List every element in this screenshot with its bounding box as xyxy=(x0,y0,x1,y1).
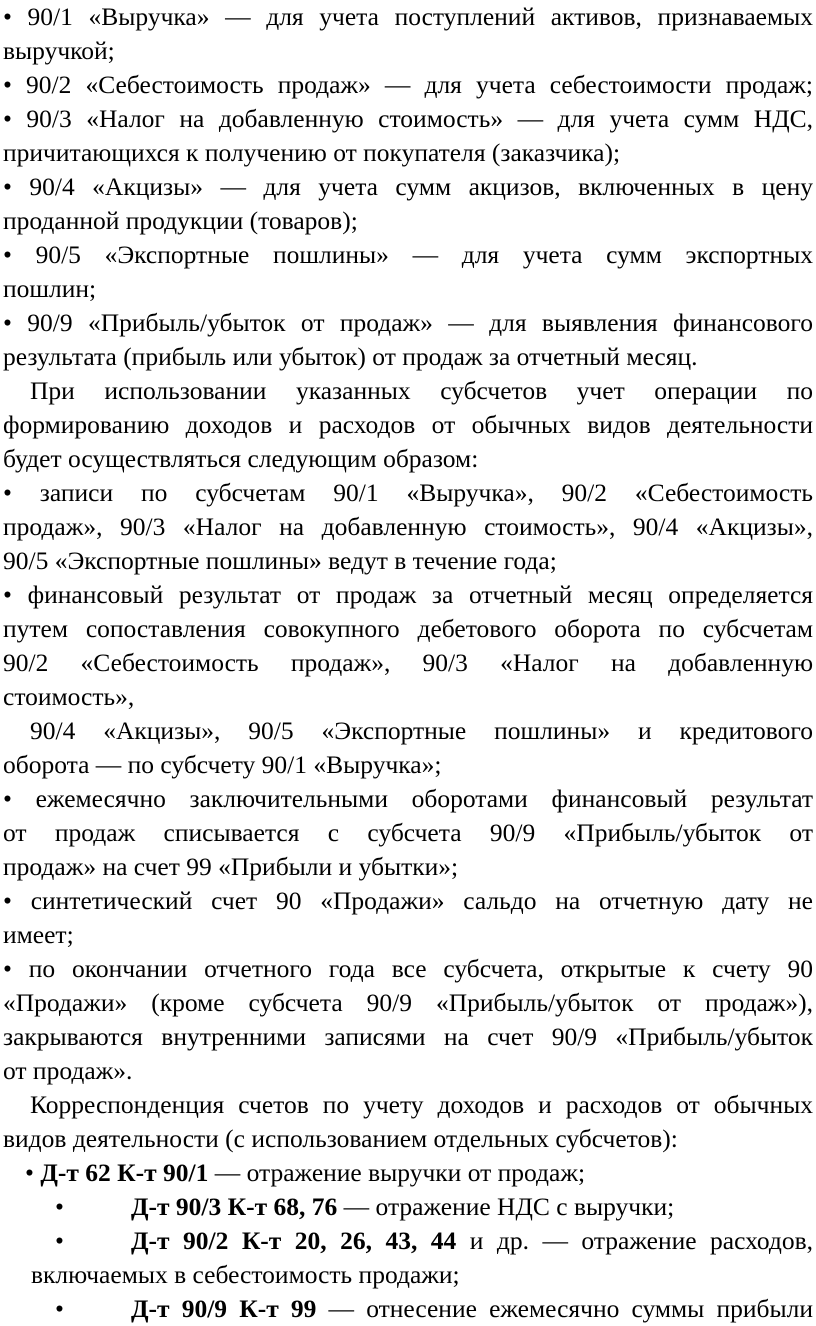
entry-item xyxy=(3,1292,813,1326)
entry-item xyxy=(3,1156,813,1190)
text-line: • 90/1 «Выручка» — для учета поступлений активов, признаваемых xyxy=(3,2,813,31)
text-line: формированию доходов и расходов от обычных видов деятельности xyxy=(3,410,813,439)
entry-description: — отнесение ежемесячно суммы прибыли xyxy=(316,1294,813,1323)
paragraph-subaccount-90-5 xyxy=(3,238,813,306)
document-page xyxy=(3,0,813,1326)
text-line: оборота — по субсчету 90/1 «Выручка»; xyxy=(3,750,442,779)
text-line: • 90/5 «Экспортные пошлины» — для учета сумм экспортных xyxy=(3,240,813,269)
paragraph-synthetic-account xyxy=(3,884,813,952)
text-line: • 90/3 «Налог на добавленную стоимость» — для учета сумм НДС, xyxy=(3,104,813,133)
entry-continuation: включаемых в себестоимость продажи; xyxy=(31,1260,460,1289)
text-line: • записи по субсчетам 90/1 «Выручка», 90/2 «Себестоимость xyxy=(3,478,813,507)
text-line: • синтетический счет 90 «Продажи» сальдо на отчетную дату не xyxy=(3,886,813,915)
text-line: • 90/9 «Прибыль/убыток от продаж» — для выявления финансового xyxy=(3,308,813,337)
text-line: • финансовый результат от продаж за отчетный месяц определяется xyxy=(3,580,813,609)
entry-code: Д-т 62 К-т 90/1 xyxy=(40,1158,209,1187)
paragraph-financial-result-rule xyxy=(3,578,813,714)
text-line: проданной продукции (товаров); xyxy=(3,206,358,235)
paragraph-subaccount-90-1 xyxy=(3,0,813,68)
text-line: Корреспонденция счетов по учету доходов и расходов от обычных xyxy=(30,1090,813,1119)
bullet-icon: • xyxy=(55,1226,64,1255)
paragraph-correspondence-intro xyxy=(3,1088,813,1156)
entry-description: и др. — отражение расходов, xyxy=(456,1226,813,1255)
bullet-icon: • xyxy=(55,1294,64,1323)
text-line: путем сопоставления совокупного дебетового оборота по субсчетам xyxy=(3,614,813,643)
text-line: от продаж списывается с субсчета 90/9 «Прибыль/убыток от xyxy=(3,818,813,847)
bullet-icon: • xyxy=(55,1192,64,1221)
paragraph-year-end-closing xyxy=(3,952,813,1088)
text-line: закрываются внутренними записями на счет 90/9 «Прибыль/убыток xyxy=(3,1022,813,1051)
paragraph-records-rule xyxy=(3,476,813,578)
entry-code: Д-т 90/3 К-т 68, 76 xyxy=(131,1192,338,1221)
text-line: от продаж». xyxy=(3,1056,133,1085)
paragraph-subaccount-90-9 xyxy=(3,306,813,374)
text-line: причитающихся к получению от покупателя (заказчика); xyxy=(3,138,621,167)
text-line: видов деятельности (с использованием отдельных субсчетов): xyxy=(3,1124,678,1153)
text-line: результата (прибыль или убыток) от продаж за отчетный месяц. xyxy=(3,342,698,371)
text-line: При использовании указанных субсчетов учет операции по xyxy=(30,376,813,405)
text-line: продаж», 90/3 «Налог на добавленную стоимость», 90/4 «Акцизы», xyxy=(3,512,813,541)
text-line: стоимость», xyxy=(3,682,135,711)
text-line: «Продажи» (кроме субсчета 90/9 «Прибыль/убыток от продаж»), xyxy=(3,988,813,1017)
text-line: • ежемесячно заключительными оборотами финансовый результат xyxy=(3,784,813,813)
text-line: • по окончании отчетного года все субсчета, открытые к счету 90 xyxy=(3,954,813,983)
paragraph-monthly-writeoff xyxy=(3,782,813,884)
entry-item xyxy=(3,1190,813,1224)
entry-code: Д-т 90/2 К-т 20, 26, 43, 44 xyxy=(131,1226,457,1255)
entry-description: — отражение НДС с выручки; xyxy=(337,1192,675,1221)
text-line: пошлин; xyxy=(3,274,97,303)
entry-description: — отражение выручки от продаж; xyxy=(208,1158,586,1187)
text-line: 90/2 «Себестоимость продаж», 90/3 «Налог на добавленную xyxy=(3,648,813,677)
text-line: продаж» на счет 99 «Прибыли и убытки»; xyxy=(3,852,459,881)
text-line: • 90/2 «Себестоимость продаж» — для учета себестоимости продаж; xyxy=(3,70,813,99)
paragraph-usage-intro xyxy=(3,374,813,476)
paragraph-subaccount-90-3 xyxy=(3,102,813,170)
text-line: имеет; xyxy=(3,920,74,949)
text-line: 90/5 «Экспортные пошлины» ведут в течение года; xyxy=(3,546,557,575)
entry-list xyxy=(3,1156,813,1326)
bullet-icon: • xyxy=(25,1158,34,1187)
paragraph-subaccount-90-2 xyxy=(3,68,813,102)
text-line: • 90/4 «Акцизы» — для учета сумм акцизов, включенных в цену xyxy=(3,172,813,201)
text-line: 90/4 «Акцизы», 90/5 «Экспортные пошлины» и кредитового xyxy=(30,716,813,745)
entry-item xyxy=(3,1224,813,1258)
text-line: выручкой; xyxy=(3,36,115,65)
entry-code: Д-т 90/9 К-т 99 xyxy=(131,1294,317,1323)
text-line: будет осуществляться следующим образом: xyxy=(3,444,479,473)
paragraph-subaccount-90-4 xyxy=(3,170,813,238)
paragraph-credit-turnover xyxy=(3,714,813,782)
